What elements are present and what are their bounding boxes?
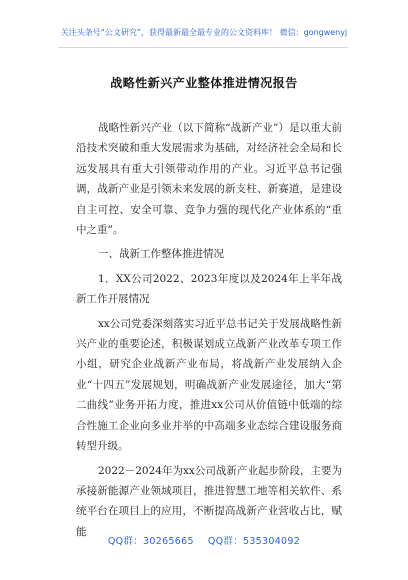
- paragraph-intro: 战略性新兴产业（以下简称“战新产业”）是以重大前沿技术突破和重大发展需求为基础，对经济社会全局和长远发展具有重大引领带动作用的产业。习近平总书记强调，战新产业是引领未来发展的新支柱、新赛道，是建设自主可控、安全可靠、竞争力强的现代化产业体系的“重中之重”。: [76, 122, 342, 237]
- section-heading-1: 一、战新工作整体推进情况: [98, 248, 224, 261]
- header-promo-text: 关注头条号“公文研究”，获得最新最全最专业的公文资料库！ 微信：gongwenyj: [60, 28, 348, 37]
- subsection-heading-1: 1．XX公司2022、2023年度以及2024年上半年战新工作开展情况: [76, 272, 342, 306]
- document-body: [76, 118, 342, 546]
- document-title: 战略性新兴产业整体推进情况报告: [110, 76, 298, 90]
- header-divider: [58, 47, 348, 48]
- footer-qq-group-2: QQ群：535304092: [207, 536, 301, 547]
- paragraph-work-summary: xx公司党委深刻落实习近平总书记关于发展战略性新兴产业的重要论述，积极谋划成立战新产业改革专项工作小组，研究企业战新产业布局，将战新产业发展纳入企业“十四五”发展规划，明确战新产业发展途径，加大“第二曲线”业务开拓力度，推进xx公司从价值链中低端的综合性施工企业向多业并举的中高端多业态综合建设服务商转型升级。: [76, 317, 342, 453]
- footer-qq-group-1: QQ群：30265665: [107, 536, 194, 547]
- footer-qq-groups: [0, 533, 408, 547]
- paragraph-stage: 2022－2024年为xx公司战新产业起步阶段，主要为承接新能源产业领域项目，推进智慧工地等相关软件、系统平台在项目上的应用，不断提高战新产业营收占比，赋能: [76, 464, 342, 538]
